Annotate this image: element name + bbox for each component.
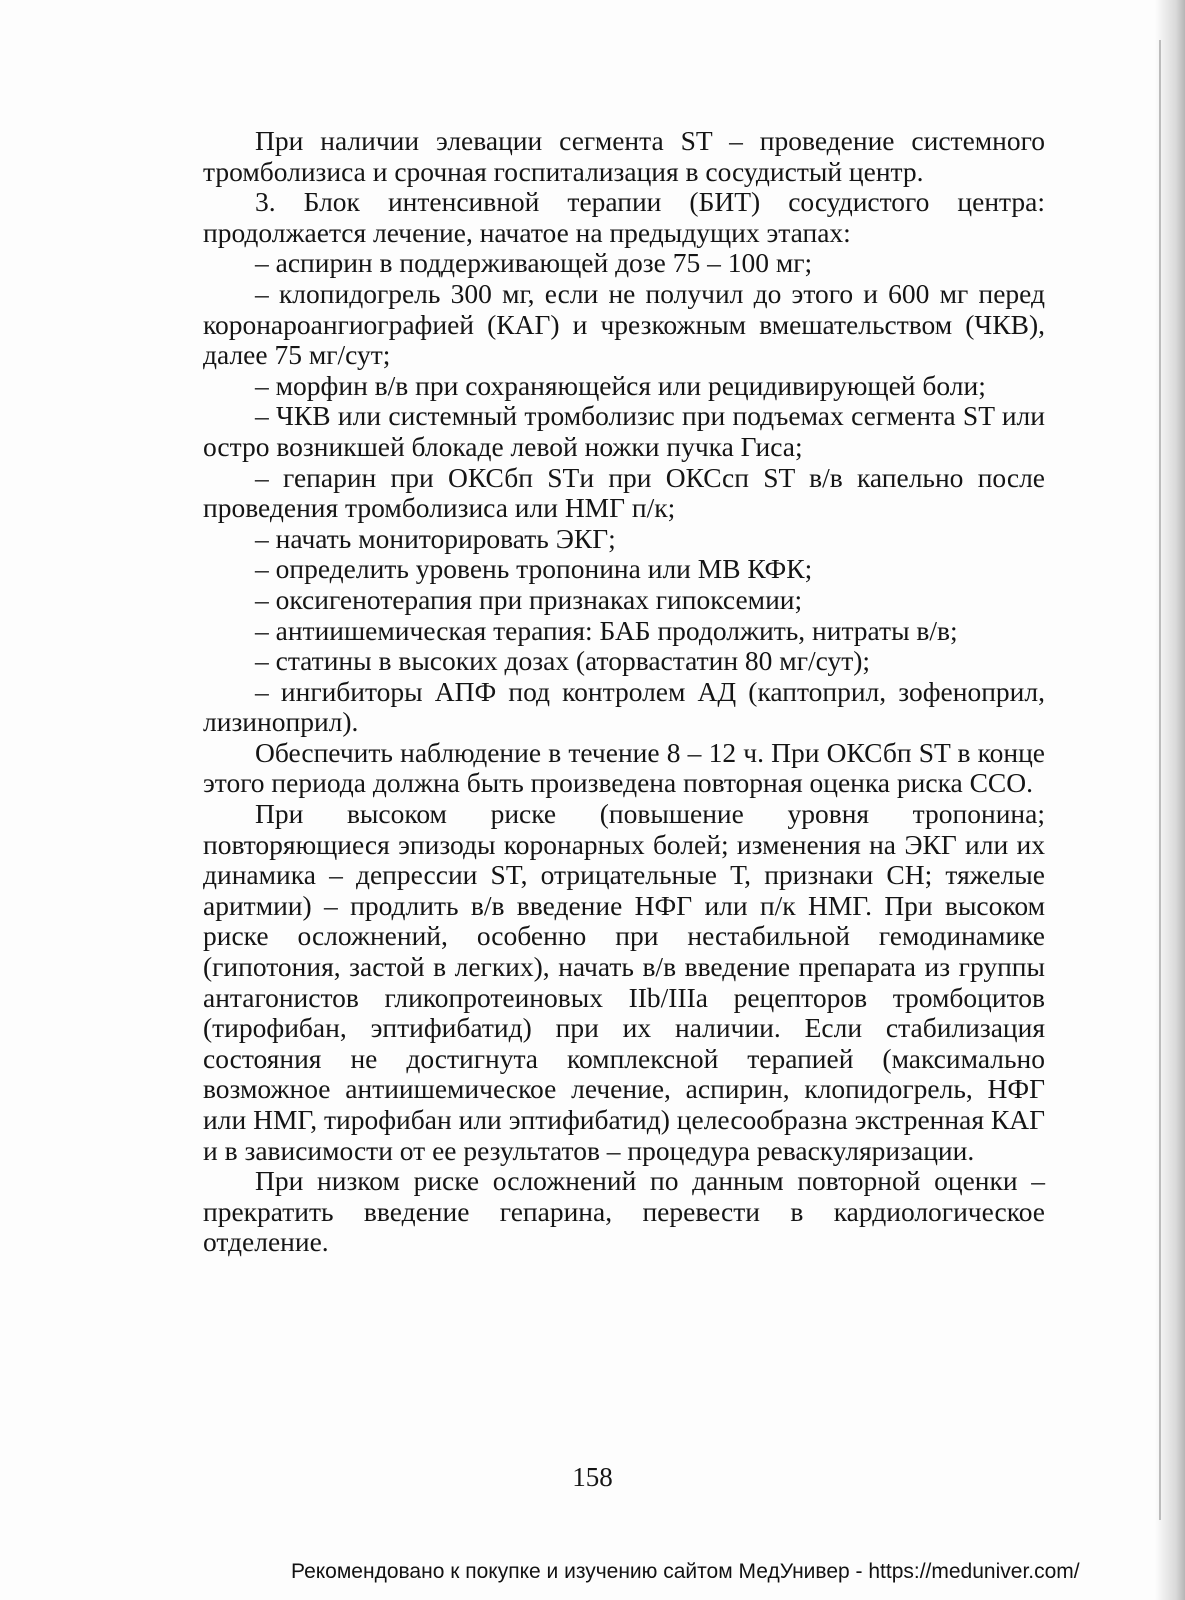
list-item: – определить уровень тропонина или МВ КФК; — [255, 553, 813, 585]
paragraph: При наличии элевации сегмента ST – проведение системного тромболизиса и срочная госпитализация в сосудистый центр. — [203, 125, 1045, 187]
list-item: – морфин в/в при сохраняющейся или рецидивирующей боли; — [255, 369, 986, 401]
page-number: 158 — [572, 1462, 613, 1492]
list-item: – клопидогрель 300 мг, если не получил до этого и 600 мг перед коронароангиографией (КАГ) и чрезкожным вмешательством (ЧКВ), далее 75 мг/сут; — [203, 277, 1045, 371]
list-item: – статины в высоких дозах (аторвастатин 80 мг/сут); — [255, 645, 871, 677]
paragraph: Обеспечить наблюдение в течение 8 – 12 ч. При ОКСбп ST в конце этого периода должна быть произведена повторная оценка риска ССО. — [203, 736, 1045, 799]
list-item: – антиишемическая терапия: БАБ продолжить, нитраты в/в; — [255, 614, 958, 646]
page-edge-line — [1159, 40, 1161, 1520]
paragraph: При низком риске осложнений по данным повторной оценки – прекратить введение гепарина, перевести в кардиологическое отделение. — [203, 1165, 1045, 1258]
list-item: – ингибиторы АПФ под контролем АД (каптоприл, зофеноприл, лизиноприл). — [203, 675, 1045, 738]
body-text — [203, 126, 1045, 1258]
footer-watermark: Рекомендовано к покупке и изучению сайтом МедУнивер - https://meduniver.com/ — [291, 1560, 1080, 1583]
list-item: – гепарин при ОКСбп STи при ОКСсп ST в/в капельно после проведения тромболизиса или НМГ п/к; — [203, 461, 1045, 524]
paragraph: При высоком риске (повышение уровня тропонина; повторяющиеся эпизоды коронарных болей; изменения на ЭКГ или их динамика – депрессии ST, отрицательные Т, признаки СН; тяжелые аритмии) – продлить в/в введение НФГ или п/к НМГ. При высоком риске осложнений, особенно при нестабильной гемодинамике (гипотония, застой в легких), начать в/в введение препарата из группы антагонистов гликопротеиновых IIb/IIIa рецепторов тромбоцитов (тирофибан, эптифибатид) при их наличии. Если стабилизация состояния не достигнута комплексной терапией (максимально возможное антиишемическое лечение, аспирин, клопидогрель, НФГ или НМГ, тирофибан или эптифибатид) целесообразна экстренная КАГ и в зависимости от ее результатов – процедура реваскуляризации. — [203, 798, 1045, 1166]
paragraph: 3. Блок интенсивной терапии (БИТ) сосудистого центра: продолжается лечение, начатое на предыдущих этапах: — [203, 186, 1045, 248]
list-item: – оксигенотерапия при признаках гипоксемии; — [255, 583, 803, 615]
list-item: – ЧКВ или системный тромболизис при подъемах сегмента ST или остро возникшей блокаде левой ножки пучка Гиса; — [203, 400, 1045, 462]
list-item: – начать мониторировать ЭКГ; — [255, 522, 616, 554]
list-item: – аспирин в поддерживающей дозе 75 – 100 мг; — [255, 247, 813, 279]
